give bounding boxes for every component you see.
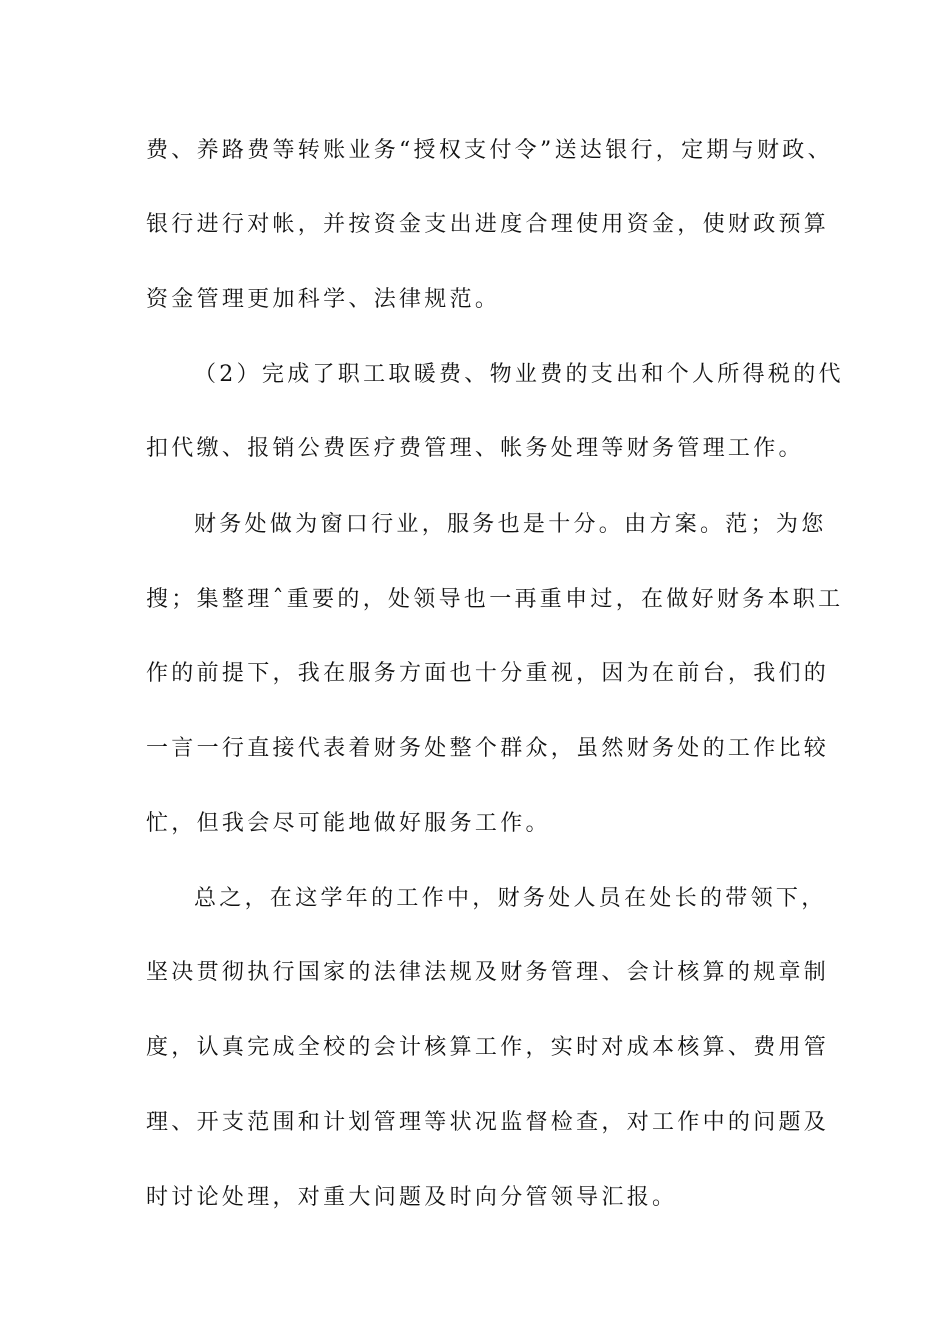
text-line: 资金管理更加科学、法律规范。: [146, 287, 501, 312]
text-line: 搜；集整理ˆ重要的，处领导也一再重申过，在做好财务本职工: [146, 587, 844, 612]
text-line: 坚决贯彻执行国家的法律法规及财务管理、会计核算的规章制: [146, 960, 830, 985]
text-line: 理、开支范围和计划管理等状况监督检查，对工作中的问题及: [146, 1110, 830, 1135]
text-line: 一言一行直接代表着财务处整个群众，虽然财务处的工作比较: [146, 736, 830, 761]
paragraph-first-line: （2）完成了职工取暖费、物业费的支出和个人所得税的代: [194, 362, 844, 387]
text-line: 银行进行对帐，并按资金支出进度合理使用资金，使财政预算: [146, 212, 830, 237]
text-line: 度，认真完成全校的会计核算工作，实时对成本核算、费用管: [146, 1035, 830, 1060]
text-line: 作的前提下，我在服务方面也十分重视，因为在前台，我们的: [146, 661, 830, 686]
paragraph-first-line: 总之，在这学年的工作中，财务处人员在处长的带领下，: [194, 886, 827, 911]
text-line: 时讨论处理，对重大问题及时向分管领导汇报。: [146, 1185, 678, 1210]
paragraph-first-line: 财务处做为窗口行业，服务也是十分。由方案。范；为您: [194, 512, 827, 537]
text-line: 忙，但我会尽可能地做好服务工作。: [146, 811, 551, 836]
text-line: 费、养路费等转账业务“授权支付令”送达银行，定期与财政、: [146, 138, 833, 163]
text-line: 扣代缴、报销公费医疗费管理、帐务处理等财务管理工作。: [146, 436, 804, 461]
